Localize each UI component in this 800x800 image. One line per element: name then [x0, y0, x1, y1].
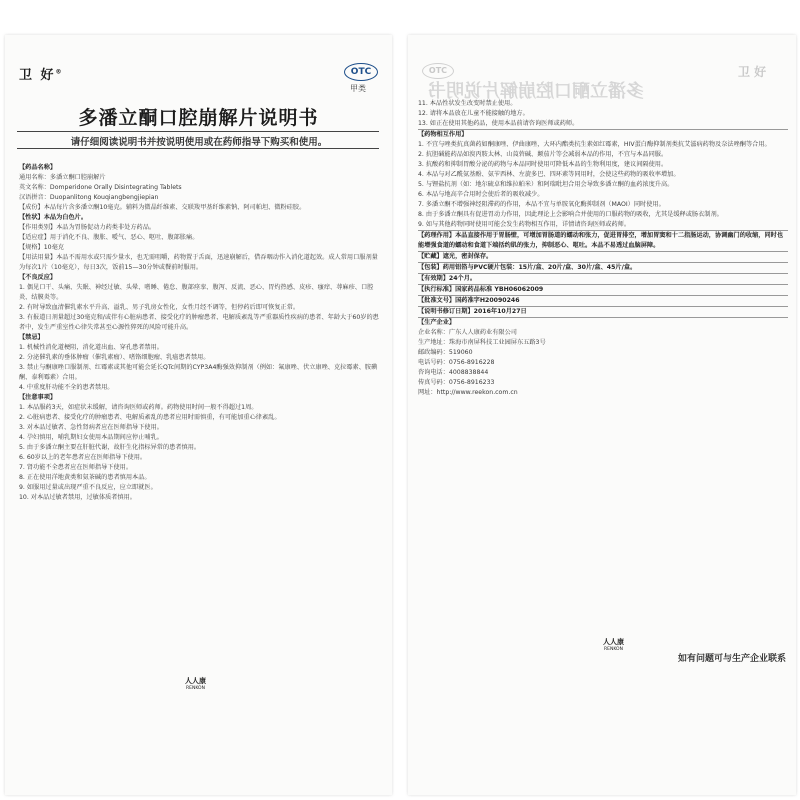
show-through-otc: OTC [422, 63, 454, 79]
leaflet-line: 生产地址：珠海市南屏科技工业园屏东五路3号 [418, 339, 546, 346]
leaflet-line: 2. 心脏病患者、接受化疗的肿瘤患者、电解质紊乱的患者应用时需慎重，有可能加重心律紊乱。 [19, 414, 281, 421]
leaflet-line: 1. 不宜与唑类抗真菌药如酮康唑、伊曲康唑，大环内酯类抗生素如红霉素，HIV蛋白酶抑制剂类抗艾滋病药物及奈法唑酮等合用。 [418, 141, 771, 148]
leaflet-line: 3. 禁止与酮康唑口服制剂、红霉素或其他可能会延长QTc间期的CYP3A4酶强效抑制剂（例如：氟康唑、伏立康唑、克拉霉素、胺碘酮、泰利霉素）合用。 [19, 364, 378, 381]
show-through-title: 多潘立酮口腔崩解片说明书 [428, 81, 644, 102]
contact-note: 如有问题可与生产企业联系 [678, 654, 787, 664]
leaflet-line: 8. 由于多潘立酮具有促进胃动力作用，因此理论上会影响合并使用的口服药物的吸收，尤其是缓释或肠衣制剂。 [418, 211, 723, 218]
section-heading: 【批准文号】国药准字H20090246 [418, 295, 788, 306]
title-divider [17, 131, 379, 132]
leaflet-line: 7. 多潘立酮不增强神经阻滞药的作用，本品不宜与单胺氧化酶抑制剂（MAOI）同时使用。 [418, 201, 665, 208]
section-heading: 【不良反应】 [19, 274, 57, 281]
otc-class-label: 甲类 [350, 84, 366, 93]
leaflet-line: 【规格】10毫克 [19, 244, 64, 251]
leaflet-line: 1. 偶见口干、头痛、失眠、神经过敏、头晕、嗜睡、倦怠、腹部痉挛、腹泻、反流、恶心、胃灼热感、皮疹、瘙痒、荨麻疹、口腔炎、结膜炎等。 [19, 284, 374, 301]
leaflet-line: 英文名称：Domperidone Orally Disintegrating Tablets [19, 184, 182, 191]
leaflet-front-page [5, 35, 392, 795]
leaflet-line: 4. 中重度肝功能不全的患者禁用。 [19, 384, 114, 391]
section-heading: 【有效期】24个月。 [418, 273, 788, 284]
leaflet-line: 3. 对本品过敏者、急性肾病者应在医师指导下使用。 [19, 424, 163, 431]
leaflet-line: 13. 如正在使用其他药品，使用本品前请咨询医师或药师。 [418, 120, 579, 127]
subtitle-divider [17, 148, 379, 149]
leaflet-back-page [408, 35, 796, 795]
show-through-brand: 卫 好 [738, 65, 767, 79]
leaflet-line: 传真号码：0756-8916233 [418, 379, 495, 386]
leaflet-line: 9. 如与其他药物同时使用可能会发生药物相互作用，详情请咨询医师或药师。 [418, 221, 631, 228]
document-subtitle: 请仔细阅读说明书并按说明使用或在药师指导下购买和使用。 [70, 137, 328, 148]
leaflet-right-body [418, 99, 788, 398]
footer-logo-right: 人人康 RENKON [603, 638, 624, 652]
leaflet-line: 3. 有报道日剂量超过30毫克和/或伴有心脏病患者、接受化疗的肿瘤患者、电解质紊乱等严重器质性疾病的患者、年龄大于60岁的患者中，发生严重室性心律失常甚至心源性猝死的风险可能升高。 [19, 314, 379, 331]
leaflet-line: 1. 本品服药3天，如症状未缓解，请咨询医师或药师。药物使用时间一般不得超过1周。 [19, 404, 258, 411]
leaflet-line: 3. 抗酸药和抑制胃酸分泌的药物与本品同时使用可降低本品的生物利用度，建议间隔使用。 [418, 161, 668, 168]
leaflet-line: 7. 肾功能不全患者应在医师指导下使用。 [19, 464, 133, 471]
leaflet-line: 4. 本品与对乙酰氨基酚、氨苄西林、左旋多巴、四环素等同用时，会使这些药物的吸收率增加。 [418, 171, 680, 178]
leaflet-line: 咨询电话：4008838844 [418, 369, 489, 376]
section-heading: 【注意事项】 [19, 394, 57, 401]
section-heading: 【包装】药用铝箔与PVC硬片包装：15片/盒、20片/盒、30片/盒、45片/盒。 [418, 262, 788, 273]
leaflet-line: 电话号码：0756-8916228 [418, 359, 495, 366]
section-heading: 【说明书修订日期】2016年10月27日 [418, 306, 788, 317]
leaflet-line: 5. 与锂盐抗剂（如：地尔硫卓和维拉帕米）和阿瑞吡坦合用会导致多潘立酮的血药浓度升高。 [418, 181, 674, 188]
leaflet-line: 2. 有时导致血清催乳素水平升高、溢乳、男子乳房女性化，女性月经不调等，但停药后即可恢复正常。 [19, 304, 300, 311]
footer-logo: 人人康 RENKON [185, 677, 206, 691]
leaflet-line: 8. 正在使用洋地黄类和氨茶碱的患者慎用本品。 [19, 474, 151, 481]
leaflet-line: 网址：http://www.reekon.com.cn [418, 389, 518, 396]
leaflet-line: 【适应症】用于消化不良、腹胀、嗳气、恶心、呕吐、腹部胀痛。 [19, 234, 199, 241]
section-heading: 【药物相互作用】 [418, 129, 788, 140]
leaflet-line: 11. 本品性状发生改变时禁止使用。 [418, 100, 517, 107]
leaflet-line: 6. 60岁以上的老年患者应在医师指导下使用。 [19, 454, 147, 461]
leaflet-line: 6. 本品与地高辛合用时会使后者的吸收减少。 [418, 191, 544, 198]
leaflet-line: 9. 如服用过量或出现严重不良反应，应立即就医。 [19, 484, 157, 491]
leaflet-line: 【用法用量】本品不需用水或只需少量水，也无需咀嚼，药物置于舌面，迅速崩解后，借吞咽动作入消化道起效。成人常用口服剂量为每次1片（10毫克），每日3次，饭前15—30分钟或餐前时服用。 [19, 254, 378, 271]
leaflet-line: 5. 由于多潘立酮主要在肝脏代谢，故肝生化指标异常的患者慎用。 [19, 444, 201, 451]
leaflet-line: 企业名称：广东人人康药业有限公司 [418, 329, 517, 336]
section-heading: 【生产企业】 [418, 317, 788, 328]
leaflet-line: 【成份】本品每片含多潘立酮10毫克。辅料为微晶纤维素、交联羧甲基纤维素钠、阿司帕坦、微粉硅胶。 [19, 204, 306, 211]
leaflet-line: 【作用类别】本品为胃肠促动力药类非处方药品。 [19, 224, 156, 231]
section-heading: 【贮藏】遮光，密封保存。 [418, 251, 788, 262]
leaflet-line: 2. 抗胆碱能药品如溴丙胺太林、山莨菪碱、颠茄片等会减弱本品的作用，不宜与本品同服。 [418, 151, 668, 158]
section-heading: 【药理作用】本品直接作用于胃肠壁，可增加胃肠道的蠕动和张力，促进胃排空，增加胃窦和十二指肠运动，协调幽门的收缩，同时也能增强食道的蠕动和食道下端括约肌的张力，抑制恶心、呕吐。本品不易透过血脑屏障。 [418, 230, 788, 251]
leaflet-line: 邮政编码：519060 [418, 349, 473, 356]
section-heading: 【性状】本品为白色片。 [19, 214, 88, 221]
document-title: 多潘立酮口腔崩解片说明书 [78, 107, 319, 129]
section-heading: 【禁忌】 [19, 334, 44, 341]
section-heading: 【执行标准】国家药品标准 YBH06062009 [418, 284, 788, 295]
leaflet-line: 通用名称：多潘立酮口腔崩解片 [19, 174, 106, 181]
leaflet-line: 2. 分泌催乳素的垂体肿瘤（催乳素瘤）、嗜铬细胞瘤、乳癌患者禁用。 [19, 354, 210, 361]
leaflet-left-body [19, 163, 379, 503]
leaflet-line: 10. 对本品过敏者禁用，过敏体质者慎用。 [19, 494, 136, 501]
leaflet-line: 汉语拼音：Duopanlitong Kouqiangbengjiepian [19, 194, 159, 201]
leaflet-line: 12. 请将本品放在儿童不能接触的地方。 [418, 110, 529, 117]
brand-logo: 卫 好® [19, 68, 64, 83]
section-heading: 【药品名称】 [19, 164, 57, 171]
leaflet-line: 4. 孕妇慎用，哺乳期妇女使用本品期间应停止哺乳。 [19, 434, 163, 441]
otc-badge: OTC [344, 63, 378, 81]
leaflet-line: 1. 机械性消化道梗阻，消化道出血、穿孔患者禁用。 [19, 344, 163, 351]
